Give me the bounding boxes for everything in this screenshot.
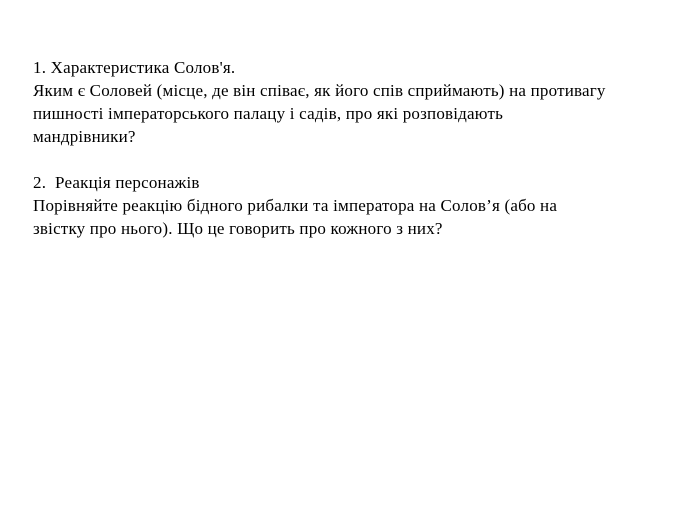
- question-1: [33, 56, 682, 148]
- question-1-line-3: мандрівники?: [33, 127, 136, 146]
- text-block: [33, 56, 682, 240]
- question-2-title: 2. Реакція персонажів: [33, 173, 200, 192]
- question-1-line-2: пишності імператорського палацу і садів, про які розповідають: [33, 104, 504, 123]
- question-2-line-1: Порівняйте реакцію бідного рибалки та імператора на Солов’я (або на: [33, 196, 558, 215]
- question-2-line-2: звістку про нього). Що це говорить про кожного з них?: [33, 219, 443, 238]
- question-2: [33, 171, 682, 240]
- question-1-line-1: Яким є Соловей (місце, де він співає, як його спів сприймають) на противагу: [33, 81, 606, 100]
- question-1-title: 1. Характеристика Солов'я.: [33, 58, 236, 77]
